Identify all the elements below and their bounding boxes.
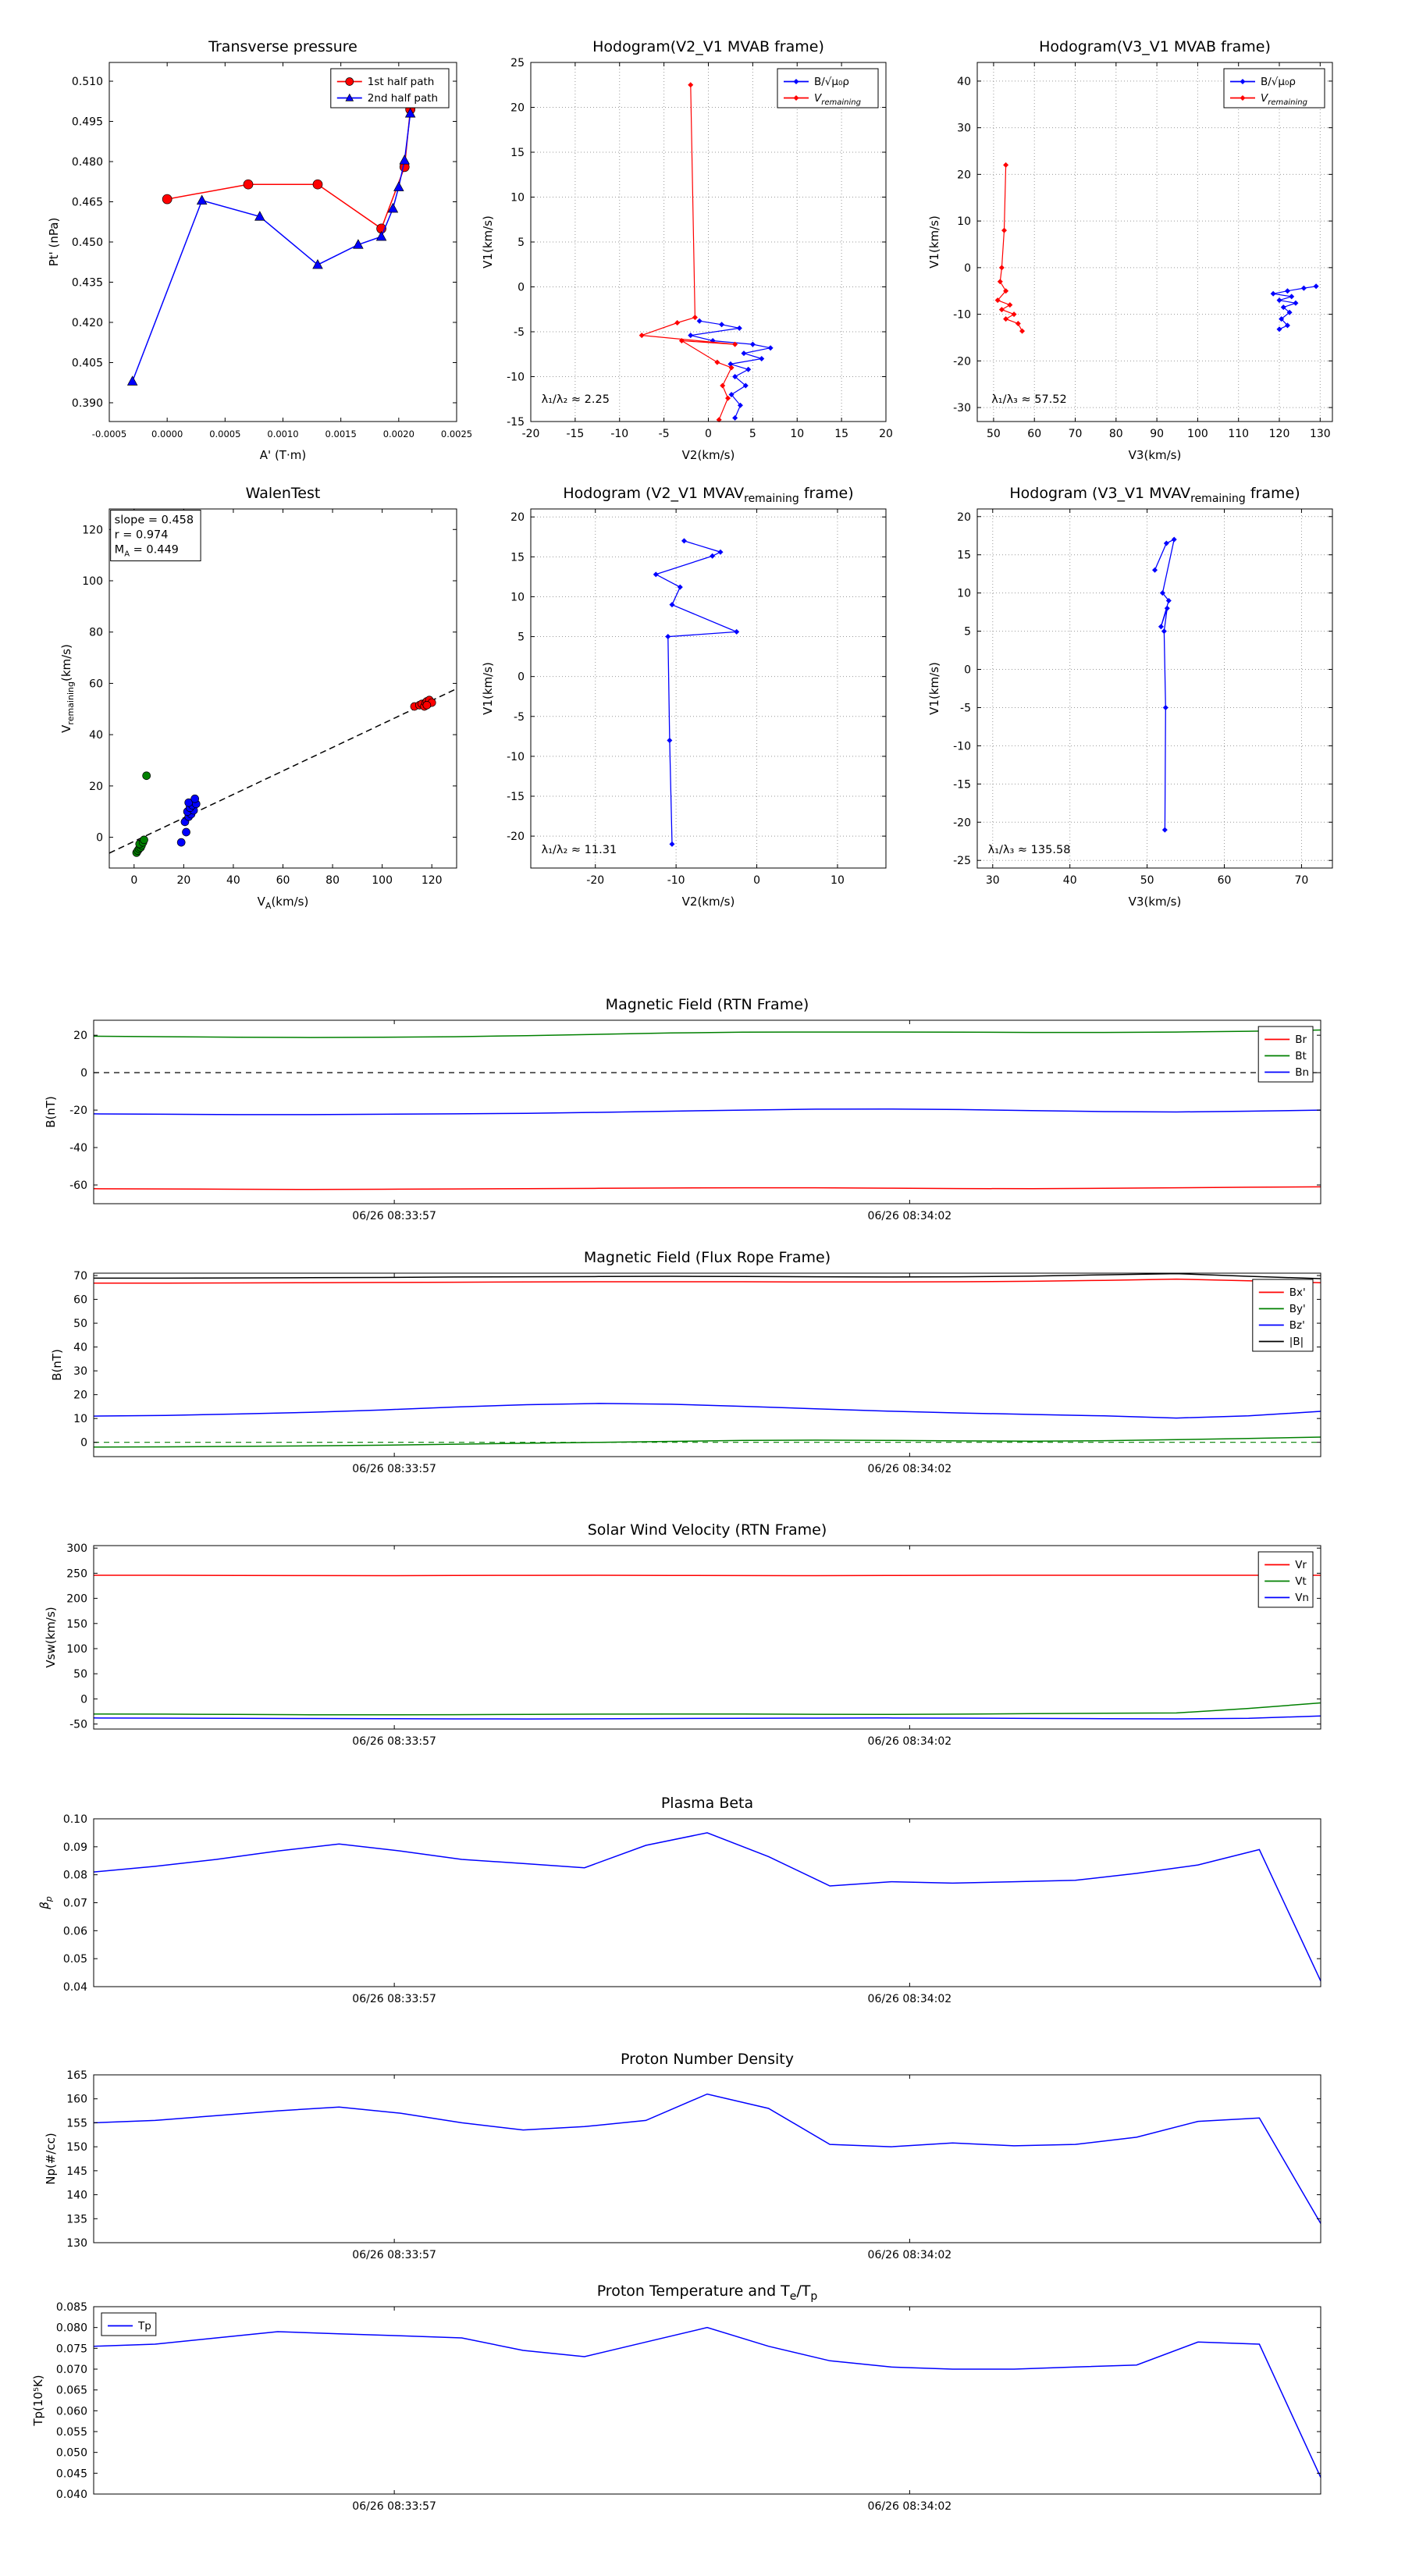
legend-label: 2nd half path: [367, 92, 439, 105]
svg-text:0.450: 0.450: [71, 237, 103, 249]
svg-text:0.07: 0.07: [62, 1897, 87, 1910]
svg-text:135: 135: [66, 2213, 87, 2226]
svg-text:70: 70: [1068, 428, 1083, 440]
svg-text:-5: -5: [514, 326, 525, 339]
svg-text:100: 100: [66, 1642, 87, 1656]
legend-label: B/√μ₀ρ: [1261, 76, 1296, 88]
svg-text:-10: -10: [507, 371, 525, 384]
svg-text:-10: -10: [610, 428, 629, 440]
y-axis-label: V1(km/s): [481, 662, 495, 715]
svg-text:145: 145: [66, 2165, 87, 2178]
svg-text:10: 10: [73, 1413, 87, 1426]
svg-text:0: 0: [518, 281, 525, 294]
svg-text:0.040: 0.040: [55, 2489, 87, 2501]
svg-text:140: 140: [66, 2189, 87, 2202]
svg-text:20: 20: [957, 169, 971, 182]
svg-text:06/26 08:33:57: 06/26 08:33:57: [352, 2500, 436, 2513]
annotation-text: λ₁/λ₂ ≈ 11.31: [541, 843, 617, 856]
svg-text:0.060: 0.060: [55, 2405, 87, 2418]
svg-text:-20: -20: [586, 874, 605, 887]
svg-text:155: 155: [66, 2117, 87, 2130]
x-axis-label: V3(km/s): [1128, 448, 1182, 462]
legend: [101, 2313, 156, 2336]
annotation-text: λ₁/λ₃ ≈ 57.52: [991, 393, 1067, 407]
svg-text:110: 110: [1228, 428, 1250, 440]
svg-text:0.080: 0.080: [55, 2322, 87, 2335]
y-axis-label: Vsw(km/s): [44, 1606, 58, 1668]
svg-text:0.055: 0.055: [55, 2426, 87, 2439]
svg-text:120: 120: [1268, 428, 1290, 440]
svg-text:06/26 08:34:02: 06/26 08:34:02: [867, 1463, 952, 1475]
y-axis-label: V1(km/s): [927, 662, 941, 715]
svg-text:20: 20: [957, 511, 971, 524]
svg-text:06/26 08:33:57: 06/26 08:33:57: [352, 1210, 436, 1222]
chart-proton-temp: [31, 2282, 1321, 2513]
svg-text:-20: -20: [507, 831, 525, 844]
svg-text:-25: -25: [953, 855, 971, 868]
legend-label: B/√μ₀ρ: [814, 76, 849, 88]
svg-text:250: 250: [66, 1567, 87, 1581]
chart-hodogram-v2v1-mvav: [481, 485, 886, 909]
svg-text:100: 100: [82, 575, 103, 588]
annotation-text: $M_A = 0.449$: [114, 543, 179, 559]
annotation: [991, 393, 1067, 406]
chart-proton-density: [44, 2051, 1321, 2261]
y-axis-label: B(nT): [44, 1096, 58, 1128]
svg-text:0.480: 0.480: [71, 156, 103, 169]
annotation: [542, 844, 617, 856]
svg-text:20: 20: [510, 101, 525, 115]
x-axis-label: V2(km/s): [681, 448, 735, 462]
annotation-text: λ₁/λ₂ ≈ 2.25: [541, 393, 610, 407]
svg-text:0.0025: 0.0025: [440, 429, 473, 439]
svg-text:0.510: 0.510: [71, 76, 103, 89]
legend-label: Tp: [138, 2320, 151, 2332]
x-axis-label: A' (T·m): [259, 448, 307, 462]
svg-text:0.0000: 0.0000: [151, 429, 183, 439]
svg-text:20: 20: [510, 511, 525, 525]
svg-text:0.0015: 0.0015: [325, 429, 357, 439]
svg-text:60: 60: [89, 678, 103, 691]
chart-title: Proton Temperature and $T_e/T_p$: [596, 2282, 818, 2303]
svg-text:-60: -60: [69, 1179, 87, 1193]
legend-label: |B|: [1289, 1336, 1304, 1348]
chart-plasma-beta: [37, 1795, 1321, 2005]
svg-text:5: 5: [964, 625, 971, 639]
svg-text:30: 30: [957, 122, 971, 135]
legend-label: Vt: [1295, 1575, 1307, 1588]
svg-text:60: 60: [276, 874, 290, 887]
svg-text:5: 5: [518, 237, 525, 249]
annotation: [542, 393, 610, 406]
chart-walen-test: [59, 485, 457, 911]
svg-text:0.390: 0.390: [71, 397, 103, 410]
svg-text:90: 90: [1150, 428, 1165, 440]
chart-hodogram-v2v1-mvab: [481, 38, 893, 462]
svg-text:10: 10: [957, 587, 971, 600]
svg-text:0.05: 0.05: [62, 1953, 87, 1966]
svg-text:150: 150: [66, 1617, 87, 1631]
svg-text:06/26 08:33:57: 06/26 08:33:57: [352, 1993, 436, 2005]
annotation-text: λ₁/λ₃ ≈ 135.58: [987, 843, 1071, 856]
svg-text:0.465: 0.465: [71, 196, 103, 209]
svg-text:10: 10: [510, 191, 525, 205]
svg-text:30: 30: [73, 1365, 87, 1379]
svg-text:06/26 08:33:57: 06/26 08:33:57: [352, 1463, 436, 1475]
legend-label: By': [1289, 1303, 1306, 1315]
svg-text:0: 0: [80, 1436, 87, 1450]
svg-text:0.10: 0.10: [62, 1813, 87, 1826]
svg-text:-15: -15: [507, 791, 525, 803]
svg-text:20: 20: [73, 1389, 87, 1402]
svg-text:20: 20: [879, 428, 893, 440]
svg-text:06/26 08:34:02: 06/26 08:34:02: [867, 1735, 952, 1748]
svg-text:60: 60: [1027, 428, 1042, 440]
svg-text:80: 80: [325, 874, 340, 887]
legend-label: $V_{remaining}$: [814, 92, 861, 107]
legend-label: Bn: [1295, 1066, 1310, 1079]
x-axis-label: V2(km/s): [681, 895, 735, 909]
svg-text:-5: -5: [960, 702, 971, 715]
legend: [1258, 1026, 1313, 1082]
series-vr: [94, 1575, 1321, 1576]
svg-text:-10: -10: [953, 308, 971, 322]
svg-text:-15: -15: [953, 778, 971, 792]
svg-text:-0.0005: -0.0005: [91, 429, 127, 439]
svg-text:-30: -30: [953, 402, 971, 415]
svg-text:0: 0: [964, 664, 971, 677]
svg-text:40: 40: [1062, 874, 1077, 887]
chart-title: Magnetic Field (RTN Frame): [605, 996, 809, 1013]
svg-text:06/26 08:34:02: 06/26 08:34:02: [867, 2249, 952, 2261]
legend: [1253, 1279, 1313, 1351]
annotation: [988, 844, 1071, 856]
svg-text:30: 30: [985, 874, 1000, 887]
svg-text:-20: -20: [521, 428, 540, 440]
chart-title: Hodogram(V2_V1 MVAB frame): [592, 38, 824, 55]
svg-text:15: 15: [834, 428, 849, 440]
svg-text:0: 0: [518, 671, 525, 684]
svg-text:-20: -20: [69, 1105, 87, 1118]
svg-text:20: 20: [73, 1030, 87, 1043]
svg-text:0.09: 0.09: [62, 1841, 87, 1854]
y-axis-label: V1(km/s): [927, 215, 941, 269]
legend: [331, 69, 449, 108]
svg-text:-5: -5: [658, 428, 670, 440]
svg-text:0.075: 0.075: [55, 2343, 87, 2356]
svg-text:0.0010: 0.0010: [267, 429, 299, 439]
svg-text:0.420: 0.420: [71, 316, 103, 329]
svg-text:40: 40: [957, 75, 971, 88]
svg-text:0: 0: [80, 1067, 87, 1080]
svg-text:10: 10: [790, 428, 805, 440]
chart-title: Solar Wind Velocity (RTN Frame): [587, 1521, 827, 1539]
y-axis-label: Pt' (nPa): [47, 217, 61, 267]
y-axis-label: $V_{remaining}(km/s)$: [59, 644, 76, 733]
svg-text:10: 10: [957, 215, 971, 229]
svg-text:200: 200: [66, 1592, 87, 1606]
legend-label: Br: [1295, 1034, 1307, 1046]
svg-text:0: 0: [96, 831, 103, 845]
chart-title: Hodogram (V2_V1 $MVAV_{remaining}$ frame): [563, 485, 854, 505]
svg-text:40: 40: [73, 1341, 87, 1354]
svg-text:06/26 08:34:02: 06/26 08:34:02: [867, 2500, 952, 2513]
svg-text:0: 0: [964, 262, 971, 275]
svg-text:06/26 08:34:02: 06/26 08:34:02: [867, 1993, 952, 2005]
chart-transverse-pressure: [47, 38, 472, 462]
svg-text:0.0005: 0.0005: [209, 429, 241, 439]
legend-label: Bt: [1295, 1050, 1307, 1062]
annotation-text: r = 0.974: [114, 528, 169, 542]
svg-text:120: 120: [82, 524, 103, 537]
svg-text:50: 50: [73, 1668, 87, 1681]
svg-text:06/26 08:33:57: 06/26 08:33:57: [352, 2249, 436, 2261]
svg-text:120: 120: [421, 874, 443, 887]
svg-text:5: 5: [518, 631, 525, 644]
legend-label: Bx': [1289, 1286, 1306, 1299]
legend: [1224, 69, 1325, 108]
svg-text:0.050: 0.050: [55, 2446, 87, 2460]
x-axis-label: V3(km/s): [1128, 895, 1182, 909]
svg-text:15: 15: [510, 551, 525, 564]
svg-text:-20: -20: [953, 355, 971, 368]
svg-text:50: 50: [987, 428, 1001, 440]
chart-title: Plasma Beta: [660, 1795, 754, 1812]
legend-label: Vr: [1295, 1559, 1307, 1571]
y-axis-label: Np(#/cc): [44, 2133, 58, 2185]
svg-text:0.06: 0.06: [62, 1925, 87, 1938]
svg-text:0.435: 0.435: [71, 276, 103, 290]
legend-label: $V_{remaining}$: [1261, 92, 1307, 107]
svg-text:0.085: 0.085: [55, 2301, 87, 2314]
annotation-text: slope = 0.458: [114, 514, 194, 527]
svg-text:-10: -10: [953, 740, 971, 753]
chart-mag-fluxrope: [50, 1249, 1321, 1475]
svg-text:300: 300: [66, 1542, 87, 1556]
svg-text:100: 100: [372, 874, 393, 887]
svg-text:0.405: 0.405: [71, 357, 103, 370]
svg-text:0: 0: [80, 1693, 87, 1706]
chart-vsw-rtn: [44, 1521, 1321, 1748]
svg-text:60: 60: [73, 1293, 87, 1307]
svg-text:60: 60: [1217, 874, 1232, 887]
svg-text:25: 25: [510, 57, 525, 69]
svg-text:70: 70: [1294, 874, 1309, 887]
svg-text:130: 130: [1309, 428, 1331, 440]
svg-text:50: 50: [1140, 874, 1154, 887]
svg-text:06/26 08:33:57: 06/26 08:33:57: [352, 1735, 436, 1748]
chart-title: Hodogram(V3_V1 MVAB frame): [1039, 38, 1271, 55]
chart-title: Transverse pressure: [208, 38, 357, 55]
svg-text:0.04: 0.04: [62, 1981, 87, 1994]
svg-text:0: 0: [705, 428, 712, 440]
svg-text:5: 5: [749, 428, 756, 440]
svg-text:160: 160: [66, 2093, 87, 2106]
annotation: [111, 511, 201, 561]
y-axis-label: B(nT): [50, 1349, 64, 1381]
svg-text:130: 130: [66, 2237, 87, 2250]
svg-text:0: 0: [130, 874, 138, 887]
svg-text:100: 100: [1187, 428, 1208, 440]
svg-text:70: 70: [73, 1270, 87, 1283]
svg-text:-40: -40: [69, 1142, 87, 1155]
chart-hodogram-v3v1-mvav: [927, 485, 1332, 909]
svg-text:50: 50: [73, 1318, 87, 1331]
svg-text:10: 10: [510, 591, 525, 604]
svg-text:0.08: 0.08: [62, 1869, 87, 1882]
legend: [777, 69, 878, 108]
legend-label: 1st half path: [367, 76, 435, 88]
svg-text:80: 80: [1108, 428, 1123, 440]
svg-text:-15: -15: [566, 428, 585, 440]
svg-text:165: 165: [66, 2069, 87, 2082]
chart-title: Proton Number Density: [621, 2051, 794, 2068]
svg-text:-5: -5: [514, 710, 525, 724]
svg-text:-50: -50: [69, 1718, 87, 1731]
chart-title: Hodogram (V3_V1 $MVAV_{remaining}$ frame): [1009, 485, 1300, 505]
svg-text:150: 150: [66, 2141, 87, 2154]
svg-text:0.045: 0.045: [55, 2467, 87, 2481]
svg-text:15: 15: [510, 147, 525, 159]
svg-text:20: 20: [89, 780, 103, 793]
chart-title: Magnetic Field (Flux Rope Frame): [583, 1249, 831, 1266]
svg-text:-10: -10: [667, 874, 685, 887]
svg-text:0.0020: 0.0020: [382, 429, 414, 439]
legend: [1258, 1552, 1313, 1607]
y-axis-label: $\beta_p$: [37, 1896, 54, 1909]
svg-text:40: 40: [226, 874, 240, 887]
y-axis-label: Tp(10⁵K): [31, 2375, 45, 2426]
svg-text:0.065: 0.065: [55, 2384, 87, 2397]
y-axis-label: V1(km/s): [481, 215, 495, 269]
svg-text:15: 15: [957, 549, 971, 562]
legend-label: Vn: [1295, 1592, 1309, 1604]
svg-text:20: 20: [176, 874, 191, 887]
chart-title: WalenTest: [245, 485, 321, 502]
svg-text:80: 80: [89, 626, 103, 639]
svg-text:-15: -15: [507, 416, 525, 429]
svg-text:0.070: 0.070: [55, 2364, 87, 2376]
chart-hodogram-v3v1-mvab: [927, 38, 1332, 462]
svg-text:10: 10: [831, 874, 845, 887]
svg-text:06/26 08:34:02: 06/26 08:34:02: [867, 1210, 952, 1222]
svg-text:0: 0: [753, 874, 761, 887]
legend-label: Bz': [1289, 1319, 1305, 1332]
svg-text:-10: -10: [507, 750, 525, 763]
svg-text:40: 40: [89, 729, 103, 742]
svg-text:-20: -20: [953, 817, 971, 830]
svg-text:0.495: 0.495: [71, 116, 103, 129]
x-axis-label: $V_A(km/s)$: [257, 895, 309, 911]
chart-mag-rtn: [44, 996, 1321, 1222]
